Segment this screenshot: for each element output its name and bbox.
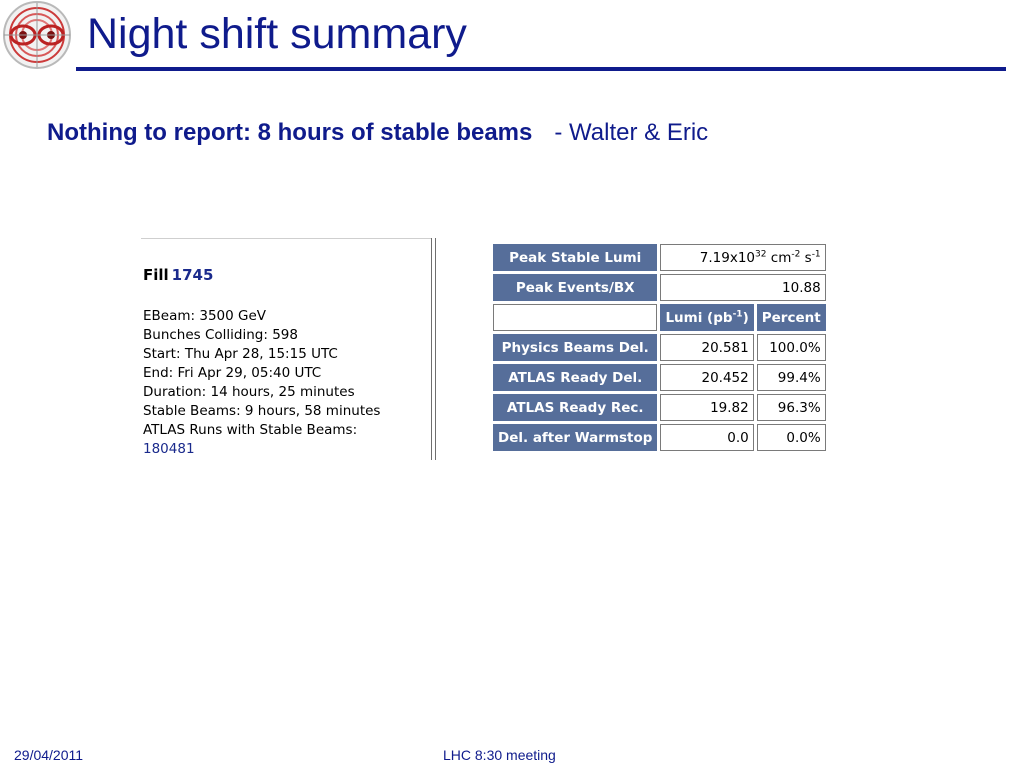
panel-top-border: [141, 238, 431, 239]
column-header-percent: Percent: [757, 304, 826, 331]
column-header-lumi: Lumi $(pb^{-1})$: [660, 304, 753, 331]
fill-detail-ebeam: EBeam: 3500 GeV: [143, 308, 267, 324]
row-lumi: 20.452: [660, 364, 753, 391]
fill-detail-bunches: Bunches Colliding: 598: [143, 327, 298, 343]
row-lumi: 0.0: [660, 424, 753, 451]
title-underline: [76, 67, 1006, 71]
row-lumi: 19.82: [660, 394, 753, 421]
summary-text: Nothing to report: 8 hours of stable beams: [47, 119, 533, 146]
fill-heading: [143, 266, 213, 284]
table-corner-cell: [493, 304, 657, 331]
peak-lumi-value: $7.19x10^{32}$ $cm^{-2}$ $s^{-1}$: [660, 244, 825, 271]
row-percent: 100.0%: [757, 334, 826, 361]
peak-events-value: 10.88: [660, 274, 825, 301]
fill-summary-screenshot: [141, 238, 831, 462]
table-header-row: [493, 304, 826, 331]
table-row: [493, 364, 826, 391]
fill-number: 1745: [171, 266, 214, 284]
table-row: [493, 334, 826, 361]
row-label: Del. after Warmstop: [493, 424, 657, 451]
peak-lumi-label: Peak Stable Lumi: [493, 244, 657, 271]
table-row: [493, 244, 826, 271]
fill-detail-stable-beams: Stable Beams: 9 hours, 58 minutes: [143, 403, 381, 419]
fill-detail-start: Start: Thu Apr 28, 15:15 UTC: [143, 346, 338, 362]
panel-divider-right: [435, 238, 436, 460]
row-lumi: 20.581: [660, 334, 753, 361]
row-percent: 96.3%: [757, 394, 826, 421]
slide-subtitle: [47, 118, 708, 148]
row-label: ATLAS Ready Del.: [493, 364, 657, 391]
fill-detail-end: End: Fri Apr 29, 05:40 UTC: [143, 365, 322, 381]
row-label: ATLAS Ready Rec.: [493, 394, 657, 421]
row-percent: 0.0%: [757, 424, 826, 451]
lhc-logo: [0, 0, 76, 70]
peak-events-label: Peak Events/BX: [493, 274, 657, 301]
fill-details: [143, 307, 380, 459]
table-row: [493, 394, 826, 421]
luminosity-table: [490, 241, 829, 454]
footer-meeting: LHC 8:30 meeting: [443, 747, 556, 763]
table-row: [493, 274, 826, 301]
fill-label: Fill: [143, 266, 169, 284]
row-percent: 99.4%: [757, 364, 826, 391]
author-text: - Walter & Eric: [554, 119, 709, 146]
slide-title: Night shift summary: [87, 10, 467, 58]
run-number: 180481: [143, 441, 195, 457]
row-label: Physics Beams Del.: [493, 334, 657, 361]
table-row: [493, 424, 826, 451]
panel-divider-left: [431, 238, 432, 460]
fill-detail-runs-label: ATLAS Runs with Stable Beams:: [143, 422, 358, 438]
footer-date: 29/04/2011: [14, 747, 84, 763]
fill-detail-duration: Duration: 14 hours, 25 minutes: [143, 384, 355, 400]
